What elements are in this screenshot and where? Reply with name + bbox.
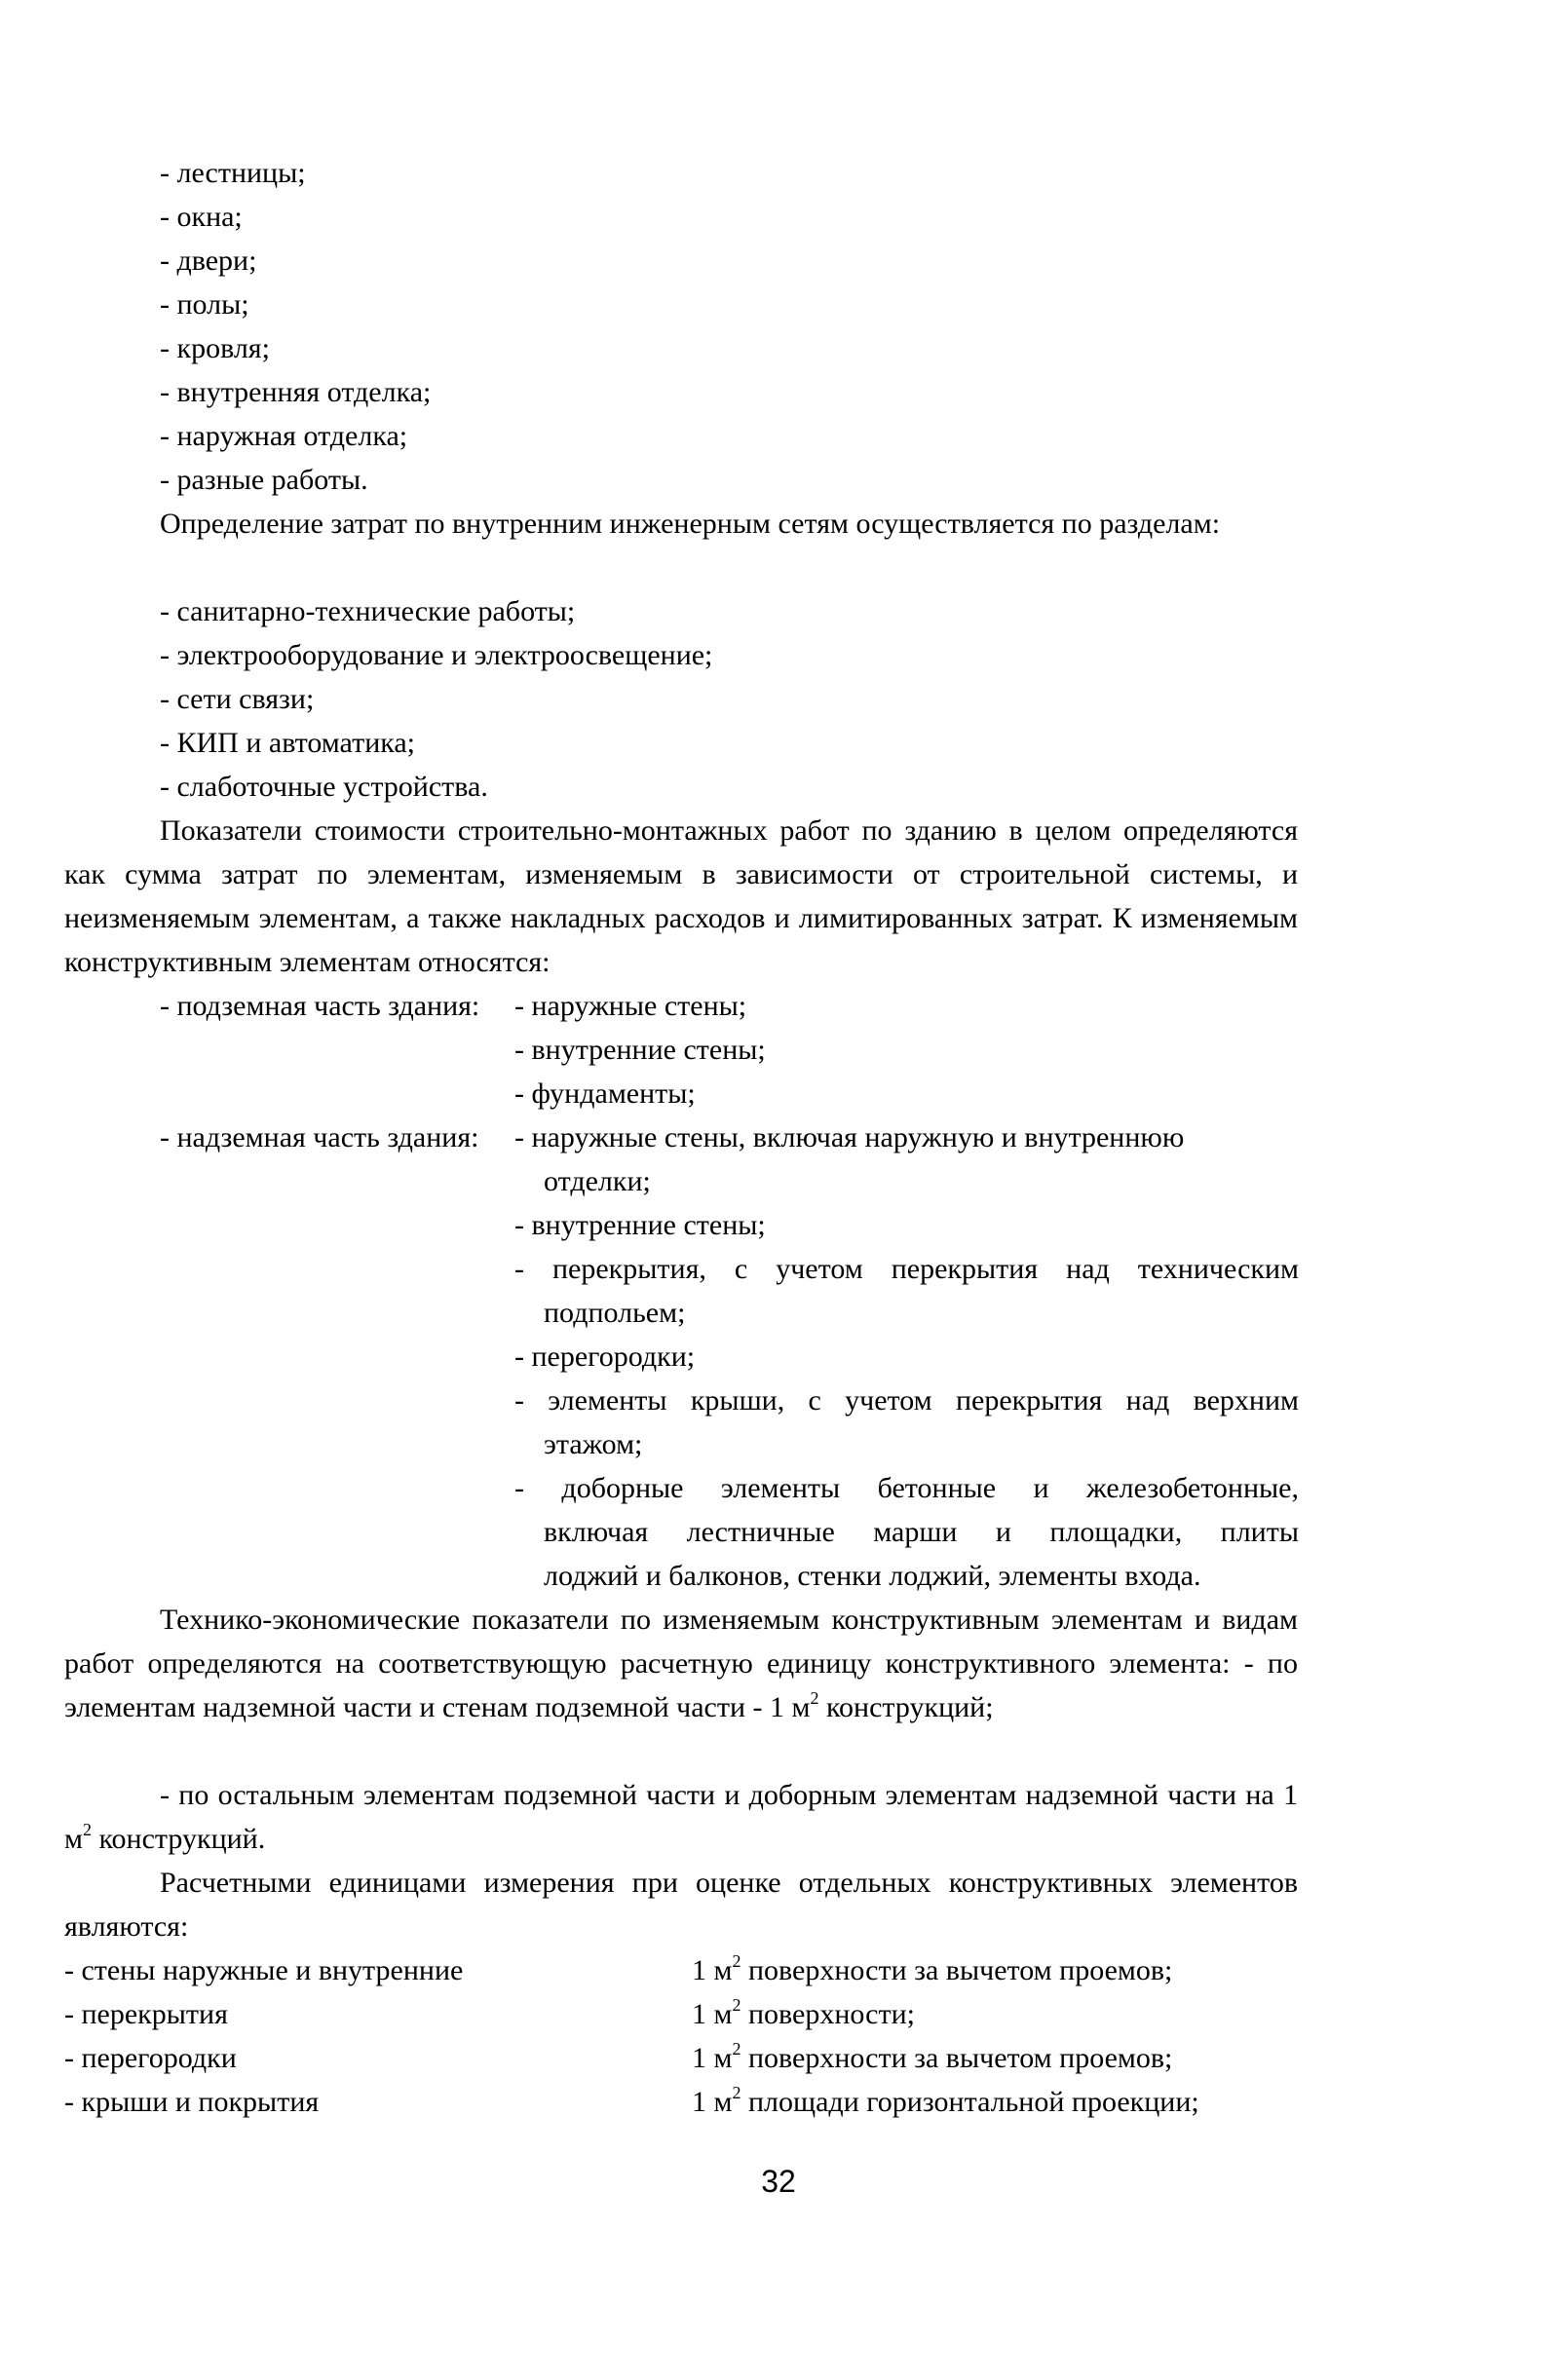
units-list bbox=[64, 1948, 1298, 2124]
aboveground-item: - перегородки; bbox=[514, 1341, 696, 1373]
underground-row bbox=[160, 984, 1300, 1028]
unit-pre: 1 м bbox=[692, 1998, 733, 2030]
superscript: 2 bbox=[732, 1995, 741, 2015]
aboveground-item-cont: этажом; bbox=[544, 1428, 643, 1460]
underground-row bbox=[160, 1072, 1300, 1115]
aboveground-row bbox=[160, 1510, 1300, 1554]
list-item: - электрооборудование и электроосвещение; bbox=[160, 639, 713, 671]
underground-item: - внутренние стены; bbox=[514, 1034, 766, 1066]
underground-item: - фундаменты; bbox=[514, 1077, 696, 1110]
superscript: 2 bbox=[732, 1951, 741, 1971]
list-item: - двери; bbox=[160, 245, 257, 277]
tech-text: Технико-экономические показатели по изменяемым конструктивным элементам и видам работ определяются на соответствующую расчетную единицу конструктивного элемента: - по элементам надземной части и стенам подземной части - 1 м bbox=[64, 1604, 1298, 1723]
list-item: - лестницы; bbox=[160, 157, 306, 189]
aboveground-item-cont: включая лестничные марши и площадки, плиты bbox=[544, 1516, 1299, 1548]
aboveground-row bbox=[160, 1466, 1300, 1510]
superscript: 2 bbox=[732, 2039, 741, 2059]
unit-post: площади горизонтальной проекции; bbox=[741, 2086, 1199, 2118]
tech-text: конструкций; bbox=[818, 1691, 994, 1723]
superscript: 2 bbox=[810, 1688, 819, 1708]
list-item: - санитарно-технические работы; bbox=[160, 595, 576, 627]
unit-value bbox=[692, 2036, 1172, 2080]
structural-elements bbox=[160, 984, 1300, 1598]
work-types-list bbox=[160, 151, 1329, 502]
aboveground-row bbox=[160, 1159, 1300, 1203]
list-item: - кровля; bbox=[160, 332, 270, 364]
aboveground-row bbox=[160, 1203, 1300, 1247]
aboveground-row bbox=[160, 1291, 1300, 1335]
unit-row bbox=[64, 2036, 1298, 2080]
unit-pre: 1 м bbox=[692, 2086, 733, 2118]
underground-label: - подземная часть здания: bbox=[160, 990, 480, 1022]
list-item: - слаботочные устройства. bbox=[160, 771, 488, 803]
unit-post: поверхности за вычетом проемов; bbox=[741, 1954, 1173, 1986]
aboveground-item: - элементы крыши, с учетом перекрытия над верхним bbox=[514, 1384, 1299, 1417]
unit-element-name: - перекрытия bbox=[64, 1998, 228, 2030]
unit-value bbox=[692, 2080, 1199, 2124]
aboveground-row bbox=[160, 1115, 1300, 1159]
aboveground-row bbox=[160, 1247, 1300, 1291]
underground-item: - наружные стены; bbox=[514, 990, 747, 1022]
underground-row bbox=[160, 1028, 1300, 1072]
list-item: - наружная отделка; bbox=[160, 420, 408, 452]
aboveground-item-cont: отделки; bbox=[544, 1165, 651, 1197]
aboveground-row bbox=[160, 1335, 1300, 1379]
superscript: 2 bbox=[82, 1820, 92, 1839]
superscript: 2 bbox=[732, 2083, 741, 2102]
list-item: - сети связи; bbox=[160, 683, 315, 715]
unit-pre: 1 м bbox=[692, 2042, 733, 2074]
page-number: 32 bbox=[761, 2164, 796, 2199]
list-item: - окна; bbox=[160, 201, 243, 233]
list-item: - внутренняя отделка; bbox=[160, 376, 432, 408]
unit-row bbox=[64, 2080, 1298, 2124]
rest-text: - по остальным элементам подземной части и доборным элементам надземной части на 1 м bbox=[64, 1779, 1298, 1855]
aboveground-item: - наружные стены, включая наружную и внутреннюю bbox=[514, 1121, 1185, 1153]
indicators-paragraph: Показатели стоимости строительно-монтажных работ по зданию в целом определяются как сумма затрат по элементам, изменяемым в зависимости от строительной системы, и неизменяемым элементам, а также накладных расходов и лимитированных затрат. К изменяемым конструктивным элементам относятся: bbox=[64, 814, 1298, 978]
unit-row bbox=[64, 1948, 1298, 1992]
unit-pre: 1 м bbox=[692, 1954, 733, 1986]
aboveground-item: - доборные элементы бетонные и железобетонные, bbox=[514, 1472, 1299, 1504]
networks-paragraph: Определение затрат по внутренним инженерным сетям осуществляется по разделам: bbox=[160, 508, 1221, 540]
aboveground-row bbox=[160, 1554, 1300, 1598]
networks-list bbox=[160, 589, 1329, 809]
unit-post: поверхности; bbox=[741, 1998, 915, 2030]
rest-elements-paragraph bbox=[64, 1773, 1298, 1861]
aboveground-item: - перекрытия, с учетом перекрытия над техническим bbox=[514, 1253, 1299, 1285]
unit-element-name: - крыши и покрытия bbox=[64, 2086, 320, 2118]
list-item: - разные работы. bbox=[160, 464, 368, 496]
list-item: - полы; bbox=[160, 288, 249, 321]
aboveground-item-cont: подпольем; bbox=[544, 1297, 686, 1329]
tech-indicators-paragraph bbox=[64, 1598, 1298, 1729]
list-item: - КИП и автоматика; bbox=[160, 727, 416, 759]
unit-value bbox=[692, 1948, 1172, 1992]
aboveground-label: - надземная часть здания: bbox=[160, 1121, 479, 1153]
units-paragraph: Расчетными единицами измерения при оценке отдельных конструктивных элементов являются: bbox=[64, 1867, 1298, 1943]
unit-value bbox=[692, 1992, 915, 2036]
aboveground-item-cont: лоджий и балконов, стенки лоджий, элементы входа. bbox=[544, 1560, 1201, 1592]
unit-element-name: - стены наружные и внутренние bbox=[64, 1954, 464, 1986]
aboveground-row bbox=[160, 1422, 1300, 1466]
unit-row bbox=[64, 1992, 1298, 2036]
unit-post: поверхности за вычетом проемов; bbox=[741, 2042, 1173, 2074]
aboveground-row bbox=[160, 1379, 1300, 1422]
aboveground-item: - внутренние стены; bbox=[514, 1209, 766, 1241]
unit-element-name: - перегородки bbox=[64, 2042, 237, 2074]
rest-text: конструкций. bbox=[91, 1823, 266, 1855]
